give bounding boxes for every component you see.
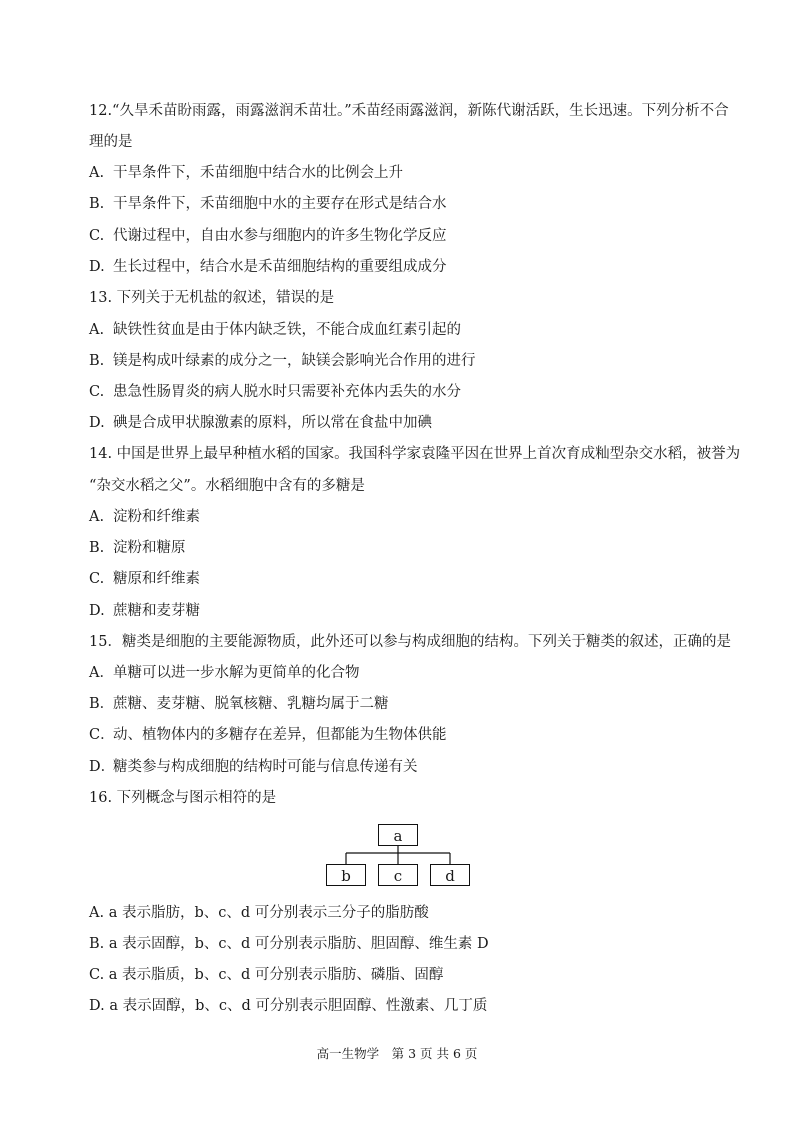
q16-stem: 16. 下列概念与图示相符的是 — [89, 790, 277, 806]
q15-stem: 15．糖类是细胞的主要能源物质，此外还可以参与构成细胞的结构。下列关于糖类的叙述，正确的是 — [89, 634, 731, 650]
q15-option-d: D．糖类参与构成细胞的结构时可能与信息传递有关 — [89, 759, 418, 775]
q16-option-b: B. a 表示固醇，b、c、d 可分别表示脂肪、胆固醇、维生素 D — [89, 936, 489, 952]
q12-option-d: D. 生长过程中，结合水是禾苗细胞结构的重要组成成分 — [89, 259, 447, 275]
q13-stem: 13. 下列关于无机盐的叙述，错误的是 — [89, 290, 335, 306]
q14-option-a: A. 淀粉和纤维素 — [89, 509, 200, 525]
q12-option-c: C. 代谢过程中，自由水参与细胞内的许多生物化学反应 — [89, 228, 447, 244]
q12-stem-line2: 理的是 — [89, 134, 133, 150]
page-footer: 高一生物学 第 3 页 共 6 页 — [316, 1046, 478, 1061]
q16-option-a: A. a 表示脂肪，b、c、d 可分别表示三分子的脂肪酸 — [89, 905, 429, 921]
q14-option-d: D. 蔗糖和麦芽糖 — [89, 603, 200, 619]
q14-option-b: B. 淀粉和糖原 — [89, 540, 186, 556]
q13-option-b: B. 镁是构成叶绿素的成分之一，缺镁会影响光合作用的进行 — [89, 353, 476, 369]
q16-option-d: D. a 表示固醇，b、c、d 可分别表示胆固醇、性激素、几丁质 — [89, 998, 488, 1014]
q14-stem-line2: “杂交水稻之父”。水稻细胞中含有的多糖是 — [89, 478, 365, 494]
q14-option-c: C. 糖原和纤维素 — [89, 571, 200, 587]
q14-stem-line1: 14. 中国是世界上最早种植水稻的国家。我国科学家袁隆平因在世界上首次育成籼型杂交水稻，被誉为 — [89, 446, 741, 462]
concept-diagram — [326, 824, 470, 888]
q15-option-a: A．单糖可以进一步水解为更简单的化合物 — [89, 665, 360, 681]
diagram-box-child-2: c — [378, 864, 418, 886]
q13-option-a: A. 缺铁性贫血是由于体内缺乏铁，不能合成血红素引起的 — [89, 322, 461, 338]
q12-option-a: A. 干旱条件下，禾苗细胞中结合水的比例会上升 — [89, 165, 403, 181]
q13-option-d: D. 碘是合成甲状腺激素的原料，所以常在食盐中加碘 — [89, 415, 432, 431]
q13-option-c: C. 患急性肠胃炎的病人脱水时只需要补充体内丢失的水分 — [89, 384, 461, 400]
q12-option-b: B. 干旱条件下，禾苗细胞中水的主要存在形式是结合水 — [89, 196, 447, 212]
diagram-box-child-1: b — [326, 864, 366, 886]
diagram-box-child-3: d — [430, 864, 470, 886]
q12-stem-line1: 12.“久旱禾苗盼雨露，雨露滋润禾苗壮。”禾苗经雨露滋润，新陈代谢活跃，生长迅速。下列分析不合 — [89, 103, 729, 119]
q15-option-b: B．蔗糖、麦芽糖、脱氧核糖、乳糖均属于二糖 — [89, 696, 389, 712]
q15-option-c: C．动、植物体内的多糖存在差异，但都能为生物体供能 — [89, 727, 447, 743]
diagram-box-top: a — [378, 824, 418, 846]
q16-option-c: C. a 表示脂质，b、c、d 可分别表示脂肪、磷脂、固醇 — [89, 967, 444, 983]
